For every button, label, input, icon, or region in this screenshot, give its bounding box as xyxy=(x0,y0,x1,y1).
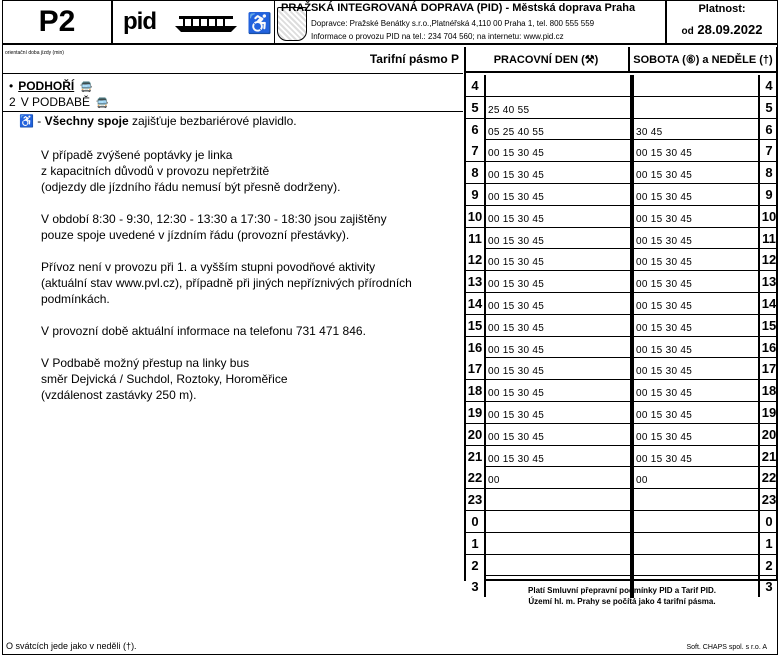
notes xyxy=(19,113,459,419)
hour-label: 4 xyxy=(466,75,486,96)
column-divider xyxy=(630,358,634,380)
column-divider xyxy=(630,293,634,315)
note-transfer: V Podbabě možný přestup na linky bus směr Dejvická / Suchdol, Roztoky, Horoměřice (vzdálenost zastávky 250 m). xyxy=(41,356,288,402)
weekend-minutes: 00 15 30 45 xyxy=(636,300,693,312)
mode-box xyxy=(113,1,275,43)
column-divider xyxy=(630,184,634,206)
hour-label: 15 xyxy=(466,315,486,336)
hour-label: 19 xyxy=(758,402,778,423)
workday-minutes: 00 xyxy=(488,475,500,487)
hour-row xyxy=(466,293,778,315)
hour-label: 16 xyxy=(758,337,778,358)
hour-row xyxy=(466,315,778,337)
software-credit: Soft. CHAPS spol. s r.o. A xyxy=(686,644,767,651)
workday-header: PRACOVNÍ DEN (⚒) xyxy=(464,47,630,73)
weekend-minutes: 00 15 30 45 xyxy=(636,453,693,465)
column-divider xyxy=(630,380,634,402)
column-divider xyxy=(630,271,634,293)
column-divider xyxy=(630,140,634,162)
workday-minutes: 00 15 30 45 xyxy=(488,322,545,334)
workday-minutes: 00 15 30 45 xyxy=(488,300,545,312)
weekend-minutes: 00 15 30 45 xyxy=(636,235,693,247)
pid-logo: pid xyxy=(123,8,156,35)
workday-minutes: 00 15 30 45 xyxy=(488,344,545,356)
workday-minutes: 00 15 30 45 xyxy=(488,235,545,247)
note-breaks: V období 8:30 - 9:30, 12:30 - 13:30 a 17:30 - 18:30 jsou zajištěny pouze spoje uvedené v jízdním řádu (provozní přestávky). xyxy=(41,212,387,242)
hour-label: 2 xyxy=(466,555,486,576)
hour-label: 3 xyxy=(466,576,486,597)
weekend-minutes: 00 15 30 45 xyxy=(636,409,693,421)
workday-minutes: 00 15 30 45 xyxy=(488,388,545,400)
operator-box xyxy=(275,1,667,43)
hour-label: 2 xyxy=(758,555,778,576)
column-divider xyxy=(630,446,634,468)
hour-label: 0 xyxy=(758,511,778,532)
timetable-rows xyxy=(466,75,778,598)
weekend-minutes: 00 15 30 45 xyxy=(636,148,693,160)
weekend-minutes: 00 15 30 45 xyxy=(636,388,693,400)
hour-label: 18 xyxy=(466,380,486,401)
ferry-icon xyxy=(173,14,239,34)
hour-label: 19 xyxy=(466,402,486,423)
validity-box xyxy=(667,1,777,43)
hour-label: 5 xyxy=(466,97,486,118)
hour-row xyxy=(466,271,778,293)
note-demand: V případě zvýšené poptávky je linka z kapacitních důvodů v provozu nepřetržitě (odjezdy dle jízdního řádu nemusí být přesně dodrženy). xyxy=(41,148,341,194)
workday-minutes: 00 15 30 45 xyxy=(488,257,545,269)
column-divider xyxy=(630,511,634,533)
tariff-note: Platí Smluvní přepravní podmínky PID a Tarif PID. Území hl. m. Prahy se počítá jako 4 tarifní pásma. xyxy=(528,586,716,606)
hour-label: 6 xyxy=(758,119,778,140)
validity-date: od 28.09.2022 xyxy=(681,22,763,37)
zone-label: Tarifní pásmo P xyxy=(369,52,459,66)
hour-row xyxy=(466,380,778,402)
weekend-minutes: 00 15 30 45 xyxy=(636,191,693,203)
weekend-minutes: 00 15 30 45 xyxy=(636,322,693,334)
hour-label: 21 xyxy=(758,446,778,467)
hour-row xyxy=(466,337,778,359)
timetable xyxy=(464,47,780,595)
column-divider xyxy=(630,424,634,446)
hour-label: 5 xyxy=(758,97,778,118)
hour-label: 14 xyxy=(466,293,486,314)
weekend-minutes: 00 xyxy=(636,475,648,487)
workday-minutes: 05 25 40 55 xyxy=(488,126,545,138)
hour-row xyxy=(466,424,778,446)
hour-row xyxy=(466,249,778,271)
hour-label: 23 xyxy=(758,489,778,510)
hour-label: 7 xyxy=(758,140,778,161)
hour-row xyxy=(466,467,778,489)
holiday-note: O svátcích jede jako v neděli (†). xyxy=(6,641,137,651)
hour-label: 20 xyxy=(466,424,486,445)
column-divider xyxy=(630,206,634,228)
hour-row xyxy=(466,119,778,141)
workday-minutes: 00 15 30 45 xyxy=(488,453,545,465)
hour-row xyxy=(466,228,778,250)
hour-label: 10 xyxy=(466,206,486,227)
weekend-minutes: 00 15 30 45 xyxy=(636,344,693,356)
hour-label: 3 xyxy=(758,576,778,597)
column-divider xyxy=(630,162,634,184)
hour-label: 16 xyxy=(466,337,486,358)
hour-label: 9 xyxy=(758,184,778,205)
hour-row xyxy=(466,206,778,228)
hour-label: 0 xyxy=(466,511,486,532)
hour-label: 22 xyxy=(466,467,486,488)
hour-label: 18 xyxy=(758,380,778,401)
hour-label: 1 xyxy=(466,533,486,554)
hour-label: 10 xyxy=(758,206,778,227)
wheelchair-icon: ♿ xyxy=(247,13,272,35)
weekend-minutes: 00 15 30 45 xyxy=(636,257,693,269)
note-phone: V provozní době aktuální informace na telefonu 731 471 846. xyxy=(41,324,366,338)
weekend-minutes: 00 15 30 45 xyxy=(636,279,693,291)
workday-minutes: 00 15 30 45 xyxy=(488,213,545,225)
hour-label: 23 xyxy=(466,489,486,510)
workday-minutes: 00 15 30 45 xyxy=(488,279,545,291)
line-number: P2 xyxy=(3,1,113,43)
column-divider xyxy=(630,489,634,511)
hour-label: 20 xyxy=(758,424,778,445)
workday-minutes: 00 15 30 45 xyxy=(488,148,545,160)
weekend-header: SOBOTA (⑥) a NEDĚLE (†) xyxy=(630,47,776,73)
hour-row xyxy=(466,489,778,511)
validity-label: Platnost: xyxy=(698,3,746,15)
weekend-minutes: 00 15 30 45 xyxy=(636,431,693,443)
hour-label: 11 xyxy=(758,228,778,249)
weekend-minutes: 30 45 xyxy=(636,126,663,138)
workday-minutes: 00 15 30 45 xyxy=(488,170,545,182)
weekend-minutes: 00 15 30 45 xyxy=(636,366,693,378)
hour-row xyxy=(466,75,778,97)
hour-label: 4 xyxy=(758,75,778,96)
stop-current: • PODHOŘÍ 🚍 xyxy=(9,79,93,93)
column-divider xyxy=(630,533,634,555)
hour-label: 12 xyxy=(466,249,486,270)
hour-row xyxy=(466,140,778,162)
carrier-info: Dopravce: Pražské Benátky s.r.o.,Platnéřská 4,110 00 Praha 1, tel. 800 555 559 xyxy=(311,19,595,28)
workday-minutes: 00 15 30 45 xyxy=(488,409,545,421)
hour-label: 13 xyxy=(758,271,778,292)
weekend-minutes: 00 15 30 45 xyxy=(636,213,693,225)
hour-row xyxy=(466,402,778,424)
orientation-label: orientační doba jízdy (min) xyxy=(5,50,64,56)
bus-icon: 🚍 xyxy=(96,98,109,109)
bus-icon: 🚍 xyxy=(80,82,93,93)
workday-minutes: 00 15 30 45 xyxy=(488,431,545,443)
divider xyxy=(3,73,463,74)
column-divider xyxy=(630,555,634,577)
column-divider xyxy=(630,119,634,141)
contact-info: Informace o provozu PID na tel.: 234 704 560; na internetu: www.pid.cz xyxy=(311,32,564,41)
hour-row xyxy=(466,555,778,577)
hour-label: 11 xyxy=(466,228,486,249)
hour-row xyxy=(466,358,778,380)
hour-label: 22 xyxy=(758,467,778,488)
column-divider xyxy=(630,97,634,119)
hour-row xyxy=(466,97,778,119)
hour-row xyxy=(466,511,778,533)
hour-label: 17 xyxy=(466,358,486,379)
column-divider xyxy=(630,228,634,250)
timetable-sheet xyxy=(2,0,778,655)
workday-minutes: 25 40 55 xyxy=(488,104,530,116)
hour-label: 7 xyxy=(466,140,486,161)
weekend-minutes: 00 15 30 45 xyxy=(636,170,693,182)
divider xyxy=(3,111,463,112)
accessibility-note: ♿ - Všechny spoje zajišťuje bezbariérové plavidlo. xyxy=(19,114,297,128)
header xyxy=(3,1,777,45)
column-divider xyxy=(630,75,634,97)
hour-label: 8 xyxy=(466,162,486,183)
operator-title: PRAŽSKÁ INTEGROVANÁ DOPRAVA (PID) - Městská doprava Praha xyxy=(281,2,636,14)
hour-label: 8 xyxy=(758,162,778,183)
hour-label: 13 xyxy=(466,271,486,292)
column-divider xyxy=(630,467,634,489)
hour-label: 12 xyxy=(758,249,778,270)
column-divider xyxy=(630,249,634,271)
hour-label: 6 xyxy=(466,119,486,140)
stop-next: 2 V PODBABĚ 🚍 xyxy=(9,95,109,109)
column-divider xyxy=(630,315,634,337)
hour-label: 1 xyxy=(758,533,778,554)
column-divider xyxy=(630,337,634,359)
hour-row xyxy=(466,533,778,555)
hour-label: 15 xyxy=(758,315,778,336)
hour-row xyxy=(466,446,778,468)
hour-row xyxy=(466,184,778,206)
workday-minutes: 00 15 30 45 xyxy=(488,366,545,378)
workday-minutes: 00 15 30 45 xyxy=(488,191,545,203)
hour-row xyxy=(466,162,778,184)
hour-label: 14 xyxy=(758,293,778,314)
note-flood: Přívoz není v provozu při 1. a vyšším stupni povodňové aktivity (aktuální stav www.pvl.cz), případně při jiných nepříznivých přírodních podmínkách. xyxy=(41,260,412,306)
hour-label: 9 xyxy=(466,184,486,205)
hour-label: 21 xyxy=(466,446,486,467)
column-divider xyxy=(630,402,634,424)
hour-label: 17 xyxy=(758,358,778,379)
